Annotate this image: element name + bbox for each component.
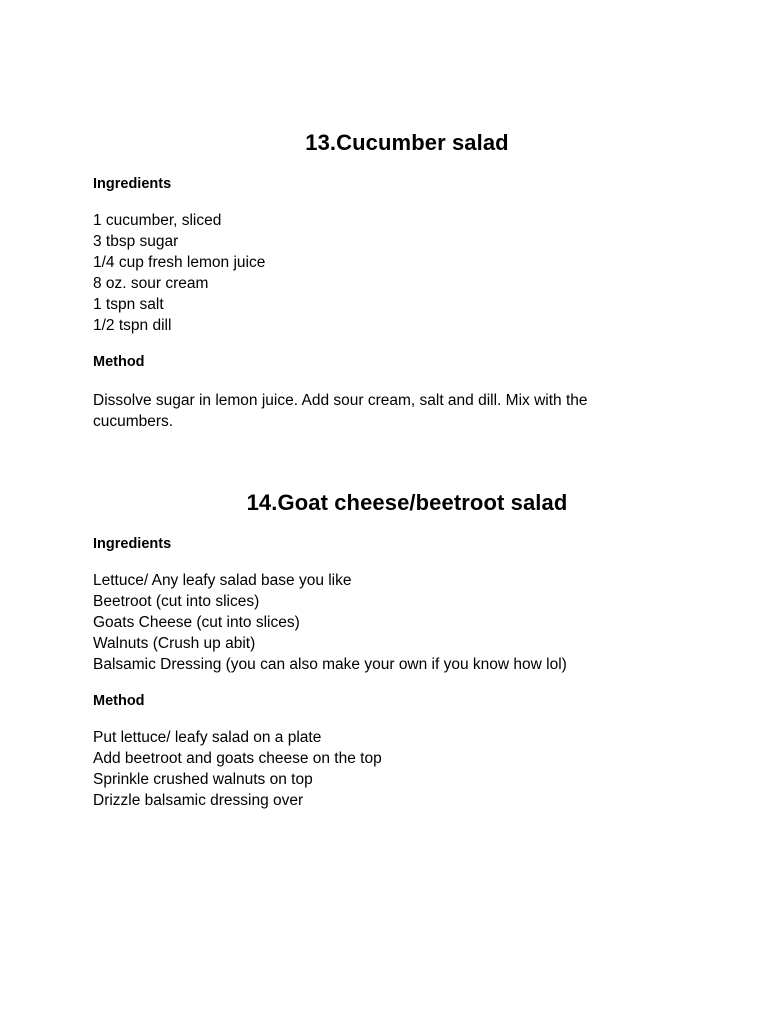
method-step: Add beetroot and goats cheese on the top	[93, 750, 382, 767]
ingredient-item: Walnuts (Crush up abit)	[93, 635, 256, 652]
ingredient-item: 1/4 cup fresh lemon juice	[93, 254, 266, 271]
method-step: Drizzle balsamic dressing over	[93, 792, 304, 809]
ingredients-heading: Ingredients	[93, 176, 172, 192]
ingredients-heading: Ingredients	[93, 536, 172, 552]
ingredients-list	[93, 210, 693, 336]
ingredient-item: 3 tbsp sugar	[93, 233, 179, 250]
recipe-cucumber-salad	[93, 128, 693, 432]
method-step: Sprinkle crushed walnuts on top	[93, 771, 313, 788]
ingredient-item: Balsamic Dressing (you can also make your own if you know how lol)	[93, 656, 567, 673]
ingredient-item: 1 tspn salt	[93, 296, 164, 313]
method-text: Dissolve sugar in lemon juice. Add sour cream, salt and dill. Mix with the cucumbers.	[93, 392, 588, 430]
recipe-title: 14.Goat cheese/beetroot salad	[246, 490, 568, 515]
method-steps-list	[93, 727, 693, 811]
method-heading: Method	[93, 354, 145, 370]
ingredient-item: 1 cucumber, sliced	[93, 212, 222, 229]
recipe-title: 13.Cucumber salad	[305, 130, 509, 155]
ingredient-item: 1/2 tspn dill	[93, 317, 172, 334]
ingredient-item: Lettuce/ Any leafy salad base you like	[93, 572, 352, 589]
recipe-goat-cheese-beetroot-salad	[93, 488, 693, 811]
method-heading: Method	[93, 693, 145, 709]
ingredient-item: Beetroot (cut into slices)	[93, 593, 260, 610]
ingredients-list	[93, 570, 693, 675]
method-step: Put lettuce/ leafy salad on a plate	[93, 729, 322, 746]
ingredient-item: Goats Cheese (cut into slices)	[93, 614, 300, 631]
ingredient-item: 8 oz. sour cream	[93, 275, 209, 292]
